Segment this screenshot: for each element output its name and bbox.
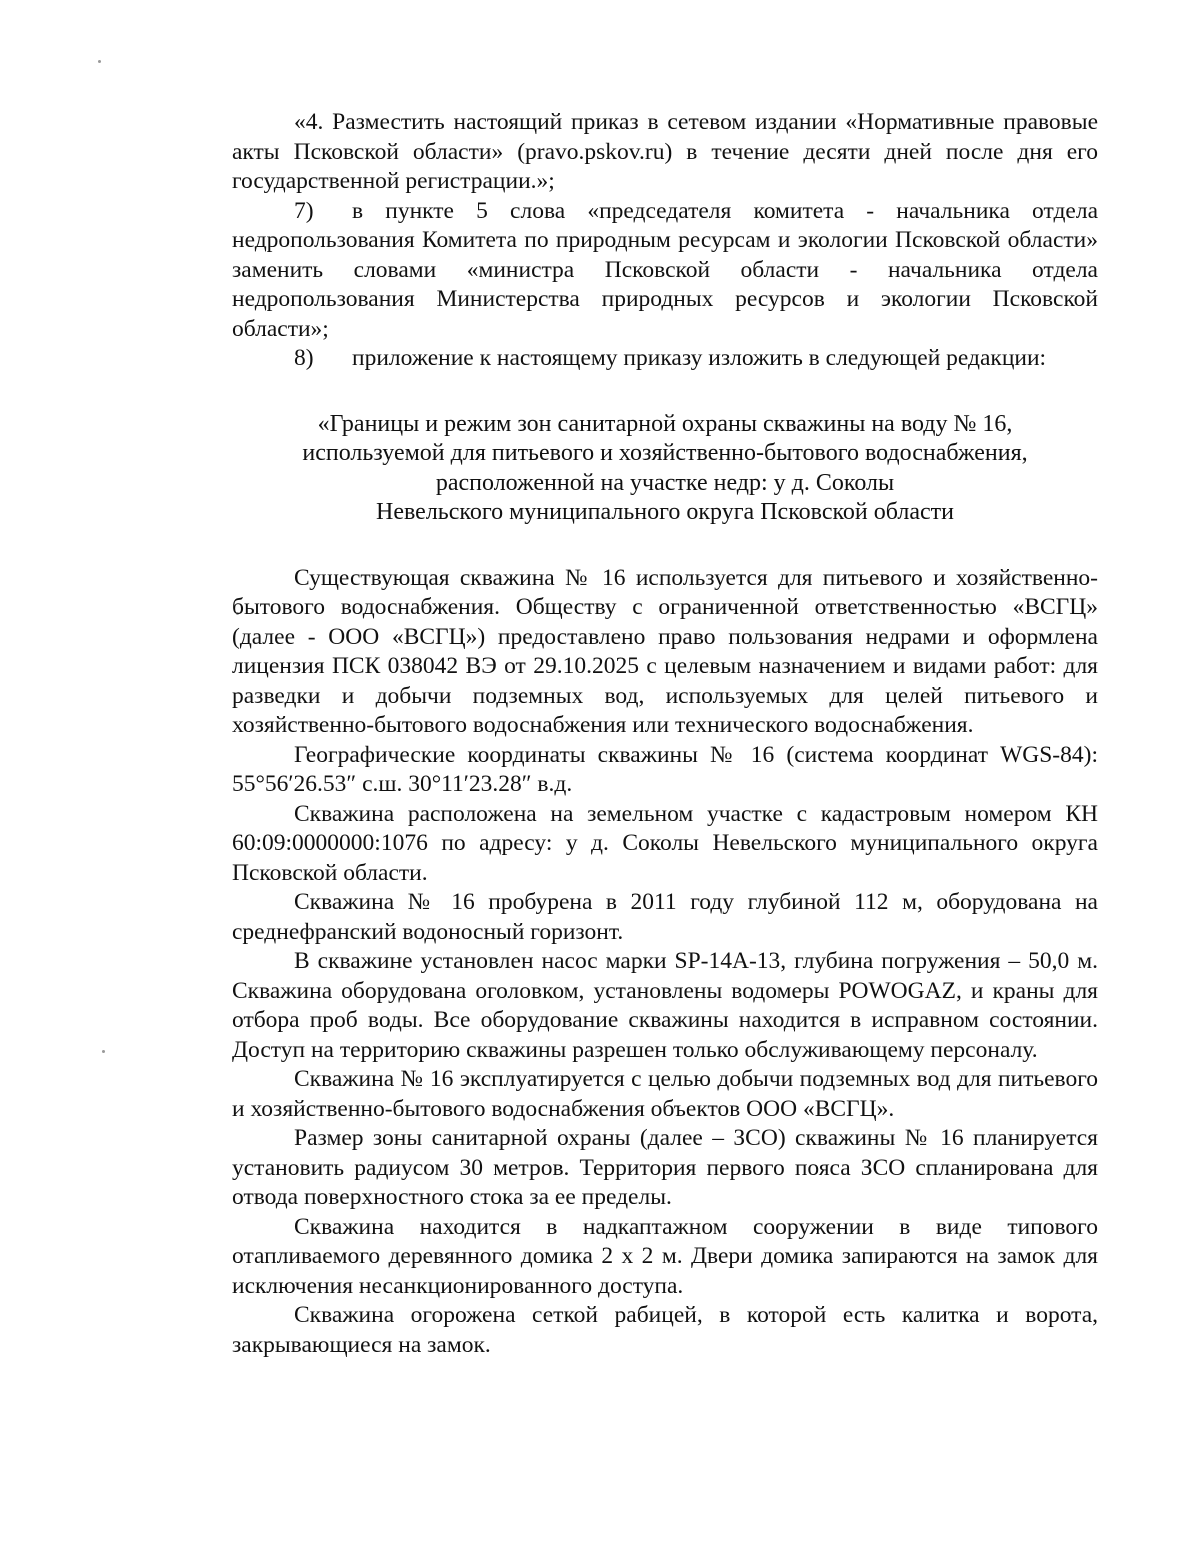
body-paragraph: Скважина № 16 эксплуатируется с целью добычи подземных вод для питьевого и хозяйственно-бытового водоснабжения объектов ООО «ВСГЦ». <box>232 1066 1098 1122</box>
item-text: в пункте 5 слова «председателя комитета - начальника отдела недропользования Комитета по природным ресурсам и экологии Псковской области» заменить словами «министра Псковской области - начальника отдела недропользования Министерства природных ресурсов и экологии Псковской области»; <box>232 197 1098 342</box>
scan-speck <box>102 1050 105 1053</box>
body-paragraph: В скважине установлен насос марки SP-14A-13, глубина погружения – 50,0 м. Скважина оборудована оголовком, установлены водомеры POWOGAZ, и краны для отбора проб воды. Все оборудование скважины находится в исправном состоянии. Доступ на территорию скважины разрешен только обслуживающему персоналу. <box>232 948 1098 1063</box>
body-paragraph: Скважина расположена на земельном участке с кадастровым номером КН 60:09:0000000:1076 по адресу: у д. Соколы Невельского муниципального округа Псковской области. <box>232 800 1098 886</box>
title-line: «Границы и режим зон санитарной охраны скважины на воду № 16, <box>317 410 1013 437</box>
item-number: 7) <box>294 197 314 224</box>
title-line: используемой для питьевого и хозяйственно-бытового водоснабжения, <box>302 440 1028 466</box>
list-item-7 <box>232 197 1098 345</box>
body-paragraph: Скважина находится в надкаптажном сооружении в виде типового отапливаемого деревянного домика 2 х 2 м. Двери домика запираются на замок для исключения несанкционированного доступа. <box>232 1213 1098 1299</box>
body-paragraph: Скважина огорожена сеткой рабицей, в которой есть калитка и ворота, закрывающиеся на замок. <box>232 1302 1098 1358</box>
body-paragraph: Скважина № 16 пробурена в 2011 году глубиной 112 м, оборудована на среднефранский водоносный горизонт. <box>232 889 1098 945</box>
intro-paragraph: «4. Разместить настоящий приказ в сетевом издании «Нормативные правовые акты Псковской области» (pravo.pskov.ru) в течение десяти дней после дня его государственной регистрации.»; <box>232 109 1098 194</box>
document-body <box>232 108 1098 1360</box>
title-line: расположенной на участке недр: у д. Соколы <box>435 469 895 496</box>
list-item-8 <box>232 344 1098 374</box>
body-paragraph: Географические координаты скважины № 16 (система координат WGS-84): 55°56′26.53″ с.ш. 30°11′23.28″ в.д. <box>232 741 1098 797</box>
item-number: 8) <box>294 345 314 371</box>
body-paragraph: Существующая скважина № 16 используется для питьевого и хозяйственно-бытового водоснабжения. Обществу с ограниченной ответственностью «ВСГЦ» (далее - ООО «ВСГЦ») предоставлено право пользования недрами и оформлена лицензия ПСК 038042 ВЭ от 29.10.2025 с целевым назначением и видами работ: для разведки и добычи подземных вод, используемых для целей питьевого и хозяйственно-бытового водоснабжения или технического водоснабжения. <box>232 564 1098 738</box>
body-paragraph: Размер зоны санитарной охраны (далее – ЗСО) скважины № 16 планируется установить радиусом 30 метров. Территория первого пояса ЗСО спланирована для отвода поверхностного стока за ее пределы. <box>232 1125 1098 1210</box>
scan-speck <box>98 60 101 63</box>
section-title <box>232 410 1098 528</box>
item-text: приложение к настоящему приказу изложить в следующей редакции: <box>352 345 1047 371</box>
title-line: Невельского муниципального округа Псковской области <box>376 499 954 525</box>
